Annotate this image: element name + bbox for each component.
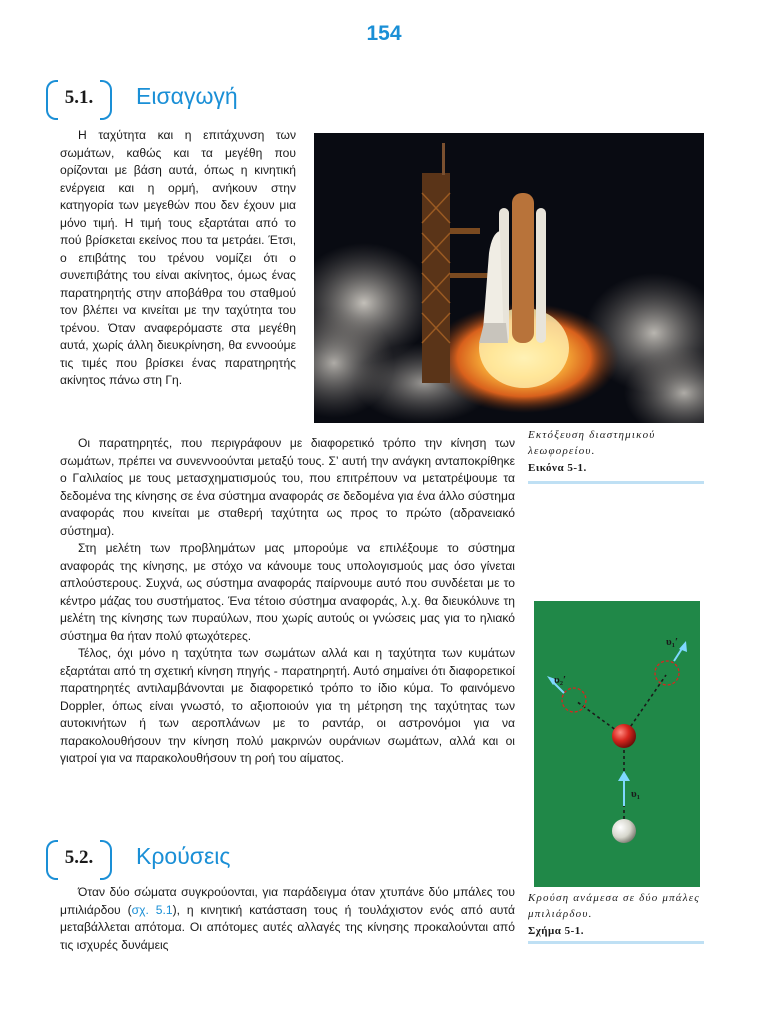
section-number: 5.1. (64, 87, 94, 108)
label-v1: υ₁ (631, 788, 641, 800)
page-number: 154 (366, 22, 402, 45)
ghost-ball-2 (562, 688, 586, 712)
shuttle-launch-illustration (314, 133, 704, 423)
collisions-paragraph (60, 884, 515, 954)
ghost-ball-1 (655, 661, 679, 685)
caption-rule (528, 481, 704, 484)
section-number: 5.2. (64, 847, 94, 868)
paragraph-text: Οι παρατηρητές, που περιγράφουν με διαφορετικό τρόπο την κίνηση των σωμάτων, πρέπει να συνεννοούνται μεταξύ τους. Σ’ αυτή την ανάγκη ανταποκρίθηκε ο Γαλιλαίος με τους μετασχηματισμούς του, που επιτρέπουν να μετατρέψουμε τα δεδομένα της κίνησης σε ένα σύστημα αναφοράς σε δεδομένα για ένα άλλο σύστημα αναφοράς που κινείται με σταθερή ταχύτητα ως προς το πρώτο (αδρανειακό σύστημα). (60, 436, 515, 538)
caption-text: Εκτόξευση διαστημικού λεωφορείου. (528, 429, 656, 457)
text-run: ), η κινητική κατάσταση τους ή τουλάχιστον ενός από αυτά μεταβάλλεται απότομα. Οι απότομες αυτές αλλαγές της κίνησης προκαλούνται από τις ισχυρές δυνάμεις (60, 902, 515, 952)
collision-illustration (534, 601, 700, 887)
figure-caption-photo (528, 427, 704, 476)
section-title: Εισαγωγή (136, 83, 238, 109)
label-v2-prime: υ₂′ (554, 674, 567, 686)
red-ball (612, 724, 636, 748)
caption-rule (528, 941, 704, 944)
intro-paragraphs-rest (60, 435, 515, 768)
paragraph-text: Η ταχύτητα και η επιτάχυνση των σωμάτων, καθώς και τα μεγέθη που ορίζονται με βάση αυτά, όπως η κινητική ενέργεια και η ορμή, ανήκουν στην κατηγορία των μεγεθών που δεν έχουν μια μόνο τιμή. Η τιμή τους εξαρτάται από το πού βρίσκεται εκείνος που τα μετράει. Έτσι, ο επιβάτης του τρένου νομίζει ότι ο συνεπιβάτης του είναι ακίνητος, όμως ένας παρατηρητής στην αποβάθρα του σταθμού τον βλέπει να κινείται με την ταχύτητα του τρένου. Όταν αναφερόμαστε στα μεγέθη αυτά, χωρίς άλλη διευκρίνηση, θα εννοούμε τις τιμές που βρίσκει ένας παρατηρητής ακίνητος πάνω στη Γη. (60, 128, 296, 387)
paragraph-text: Τέλος, όχι μόνο η ταχύτητα των σωμάτων αλλά και η ταχύτητα των κυμάτων εξαρτάται από τη σχετική κίνηση πηγής - παρατηρητή. Αυτό σημαίνει ότι διαφορετικοί παρατηρητές αντιλαμβάνονται με διαφορετικό τρόπο το ίδιο κύμα. Το φαινόμενο Doppler, όπως είναι γνωστό, το αξιοποιούν για τη μέτρηση της ταχύτητας των αυτοκινήτων ή των αεροπλάνων με το ραντάρ, οι αστρονόμοι για να παρακολουθήσουν την κίνηση πολύ μακρινών ουράνιων σωμάτων, αλλά και οι γιατροί για να παρακολουθήσουν τη ροή του αίματος. (60, 646, 515, 765)
section-number-box (46, 840, 112, 878)
paragraph-text: Στη μελέτη των προβλημάτων μας μπορούμε να επιλέξουμε το σύστημα αναφοράς της κίνησης, με στόχο να κάνουμε τους υπολογισμούς μας όσο γίνεται απλούστερους. Συχνά, ως σύστημα αναφοράς παίρνουμε αυτό που συνδέεται με το κέντρο μάζας του συστήματος. Ένα τέτοιο σύστημα αναφοράς, λ.χ. θα διευκόλυνε τη μελέτη της κίνησης των πυραύλων, που χωρίς αυτούς οι γνώσεις μας για το ηλιακό σύστημα θα ήταν πολύ φτωχότερες. (60, 541, 515, 643)
section-title: Κρούσεις (136, 843, 231, 869)
billiard-collision-diagram (534, 601, 700, 887)
label-v1-prime: υ₁′ (666, 636, 679, 648)
figure-reference-link[interactable]: σχ. 5.1 (131, 902, 173, 917)
shuttle-launch-photo (314, 133, 704, 423)
paragraph-text (60, 884, 515, 954)
intro-paragraph-1 (60, 127, 296, 390)
section-number-box (46, 80, 112, 118)
figure-label: Σχήμα 5-1. (528, 925, 585, 937)
text-run: Όταν δύο σώματα συγκρούονται, για παράδειγμα όταν χτυπάνε δύο μπάλες του μπιλιάρδου ( (60, 885, 515, 917)
figure-label: Εικόνα 5-1. (528, 462, 587, 474)
white-ball (612, 819, 636, 843)
caption-text: Κρούση ανάμεσα σε δύο μπάλες μπιλιάρδου. (528, 892, 700, 920)
figure-caption-collision (528, 890, 704, 939)
